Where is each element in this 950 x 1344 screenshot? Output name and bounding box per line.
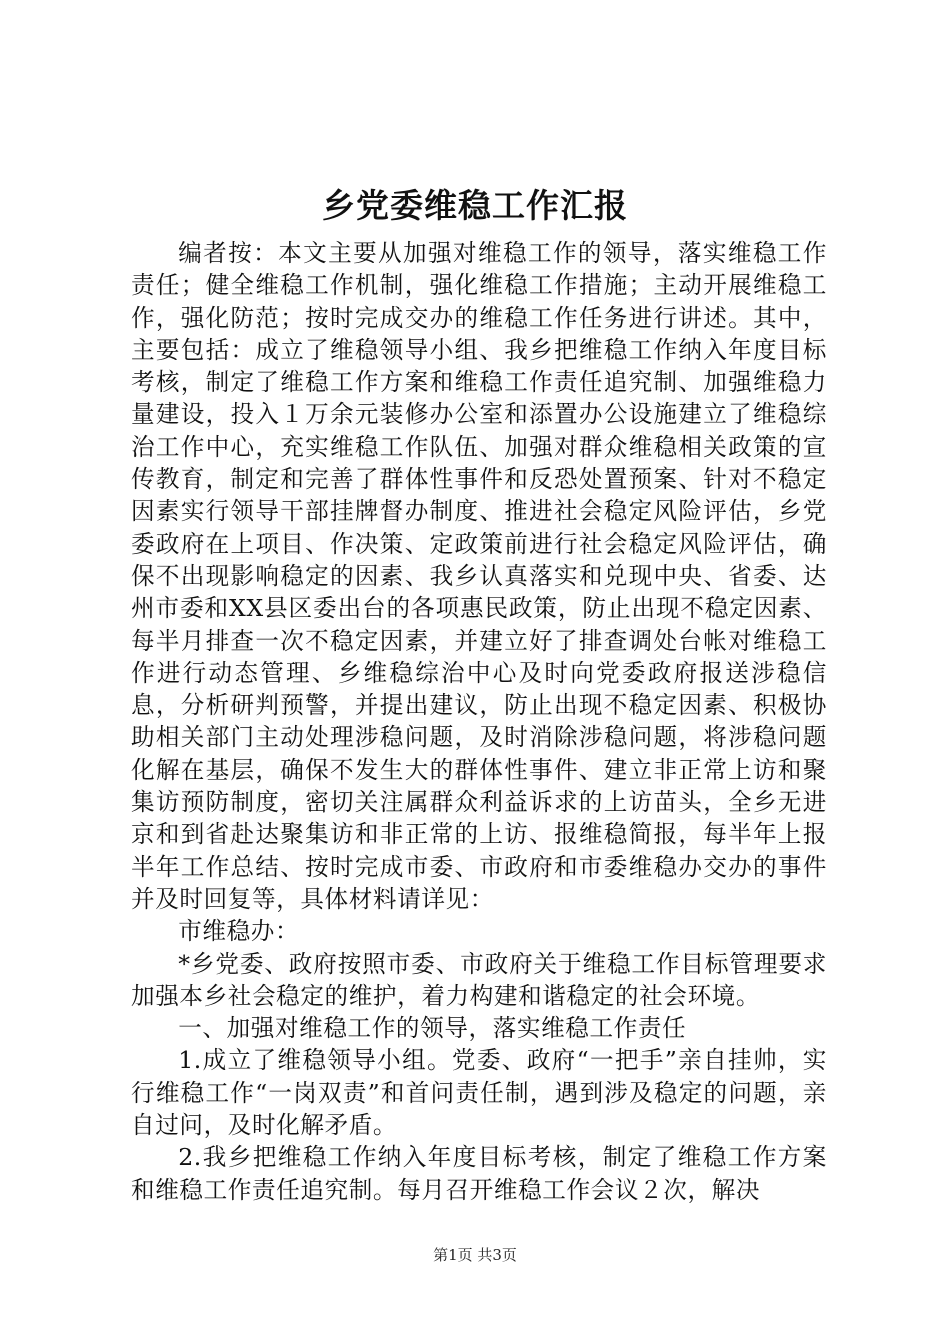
page-number-footer: 第1页 共3页 <box>433 1246 517 1264</box>
section-heading-1: 一、加强对维稳工作的领导，落实维稳工作责任 <box>178 1014 687 1043</box>
intro-paragraph: *乡党委、政府按照市委、市政府关于维稳工作目标管理要求加强本乡社会稳定的维护，着力构建和谐稳定的社会环境。 <box>131 949 827 1010</box>
document-body <box>131 237 827 1206</box>
item-paragraph-2: 2.我乡把维稳工作纳入年度目标考核，制定了维稳工作方案和维稳工作责任追究制。每月召开维稳工作会议２次，解决 <box>131 1143 827 1204</box>
document-title: 乡党委维稳工作汇报 <box>322 186 628 225</box>
item-paragraph-1: 1.成立了维稳领导小组。党委、政府“一把手”亲自挂帅，实行维稳工作“一岗双责”和首问责任制，遇到涉及稳定的问题，亲自过问，及时化解矛盾。 <box>131 1046 827 1140</box>
editor-note-paragraph: 编者按：本文主要从加强对维稳工作的领导，落实维稳工作责任；健全维稳工作机制，强化维稳工作措施；主动开展维稳工作，强化防范；按时完成交办的维稳工作任务进行讲述。其中，主要包括：成立了维稳领导小组、我乡把维稳工作纳入年度目标考核，制定了维稳工作方案和维稳工作责任追究制、加强维稳力量建设，投入１万余元装修办公室和添置办公设施建立了维稳综治工作中心，充实维稳工作队伍、加强对群众维稳相关政策的宣传教育，制定和完善了群体性事件和反恐处置预案、针对不稳定因素实行领导干部挂牌督办制度、推进社会稳定风险评估，乡党委政府在上项目、作决策、定政策前进行社会稳定风险评估，确保不出现影响稳定的因素、我乡认真落实和兑现中央、省委、达州市委和XX县区委出台的各项惠民政策，防止出现不稳定因素、每半月排查一次不稳定因素，并建立好了排查调处台帐对维稳工作进行动态管理、乡维稳综治中心及时向党委政府报送涉稳信息，分析研判预警，并提出建议，防止出现不稳定因素、积极协助相关部门主动处理涉稳问题，及时消除涉稳问题，将涉稳问题化解在基层，确保不发生大的群体性事件、建立非正常上访和聚集访预防制度，密切关注属群众利益诉求的上访苗头，全乡无进京和到省赴达聚集访和非正常的上访、报维稳简报，每半年上报半年工作总结、按时完成市委、市政府和市委维稳办交办的事件并及时回复等，具体材料请详见： <box>131 239 827 913</box>
salutation-paragraph: 市维稳办： <box>178 917 300 946</box>
